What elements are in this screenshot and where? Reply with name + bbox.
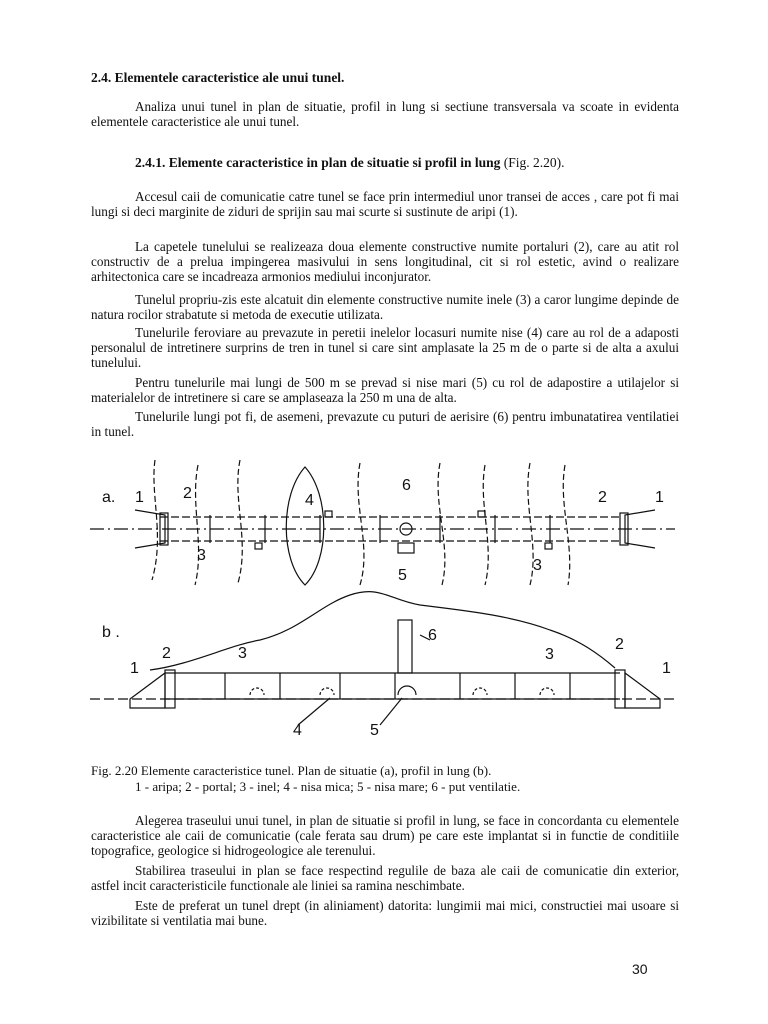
label-1-right: 1: [655, 489, 664, 506]
label-2-right: 2: [598, 489, 607, 506]
label-1-profile-left: 1: [130, 660, 139, 677]
label-profile: b .: [102, 624, 120, 641]
label-1-profile-right: 1: [662, 660, 671, 677]
section-heading: 2.4. Elementele caracteristice ale unui tunel.: [91, 70, 345, 85]
paragraph-portals: La capetele tunelului se realizeaza doua elemente constructive numite portaluri (2), care au atit rol constructiv de a prelua impingerea masivului in sens longitudinal, cit si rol estetic, avind o realizare arhitectonica care se incadreaza armonios mediului inconjurator.: [91, 239, 679, 284]
paragraph-straight-tunnel: Este de preferat un tunel drept (in aliniament) datorita: lungimii mai mici, constructiei mai usoare si vizibilitate si ventilatia mai bune.: [91, 898, 679, 928]
paragraph-rings: Tunelul propriu-zis este alcatuit din elemente constructive numite inele (3) a caror lungime depinde de natura rocilor strabatute si metoda de executie utilizata.: [91, 292, 679, 322]
label-2-profile-left: 2: [162, 645, 171, 662]
paragraph-shafts: Tunelurile lungi pot fi, de asemeni, prevazute cu puturi de aerisire (6) pentru imbunatatirea ventilatiei in tunel.: [91, 409, 679, 439]
label-6-plan: 6: [402, 477, 411, 494]
label-4-plan: 4: [305, 492, 314, 509]
label-3-profile-left: 3: [238, 645, 247, 662]
figure-reference: (Fig. 2.20).: [503, 155, 565, 170]
paragraph-access: Accesul caii de comunicatie catre tunel se face prin intermediul unor transei de acces , care pot fi mai lungi si deci marginite de ziduri de sprijin sau mai scurte si sustinute de aripi (1).: [91, 189, 679, 219]
label-2-profile-right: 2: [615, 636, 624, 653]
figure-legend: 1 - aripa; 2 - portal; 3 - inel; 4 - nisa mica; 5 - nisa mare; 6 - put ventilatie.: [135, 779, 521, 794]
label-2-left: 2: [183, 485, 192, 502]
label-4-profile: 4: [293, 722, 302, 739]
paragraph-large-niches: Pentru tunelurile mai lungi de 500 m se prevad si nise mari (5) cu rol de adapostire a utilajelor si materialelor de intretinere si care se amplaseaza la 250 m una de alta.: [91, 375, 679, 405]
label-3-profile-right: 3: [545, 646, 554, 663]
paragraph-route: Alegerea traseului unui tunel, in plan de situatie si profil in lung, se face in concordanta cu elementele caracteristice ale caii de comunicatie (cale ferata sau drum) pe care este implantat si in functie de conditiile topografice, geologice si hidrogeologice ale terenului.: [91, 813, 679, 858]
intro-paragraph: Analiza unui tunel in plan de situatie, profil in lung si sectiune transversala va scoate in evidenta elementele caracteristice ale unui tunel.: [91, 99, 679, 129]
subsection-heading: [135, 155, 564, 171]
label-3-left: 3: [197, 547, 206, 564]
label-6-profile: 6: [428, 627, 437, 644]
label-5-plan: 5: [398, 567, 407, 584]
paragraph-small-niches: Tunelurile feroviare au prevazute in peretii inelelor locasuri numite nise (4) care au rol de a adaposti personalul de intretinere surprins de tren in tunel si care sint amplasate la 25 m de o parte si de alta a axului tunelului.: [91, 325, 679, 370]
label-5-profile: 5: [370, 722, 379, 739]
label-1-left: 1: [135, 489, 144, 506]
figure-caption: Fig. 2.20 Elemente caracteristice tunel. Plan de situatie (a), profil in lung (b).: [91, 763, 492, 778]
label-3-right: 3: [533, 557, 542, 574]
paragraph-plan-route: Stabilirea traseului in plan se face respectind regulile de baza ale caii de comunicatie din exterior, astfel incit caracteristicile functionale ale liniei sa ramina neschimbate.: [91, 863, 679, 893]
tunnel-figure: [90, 455, 675, 755]
label-plan: a.: [102, 489, 116, 506]
subsection-title: 2.4.1. Elemente caracteristice in plan de situatie si profil in lung: [135, 155, 501, 170]
page-number: 30: [632, 961, 648, 977]
